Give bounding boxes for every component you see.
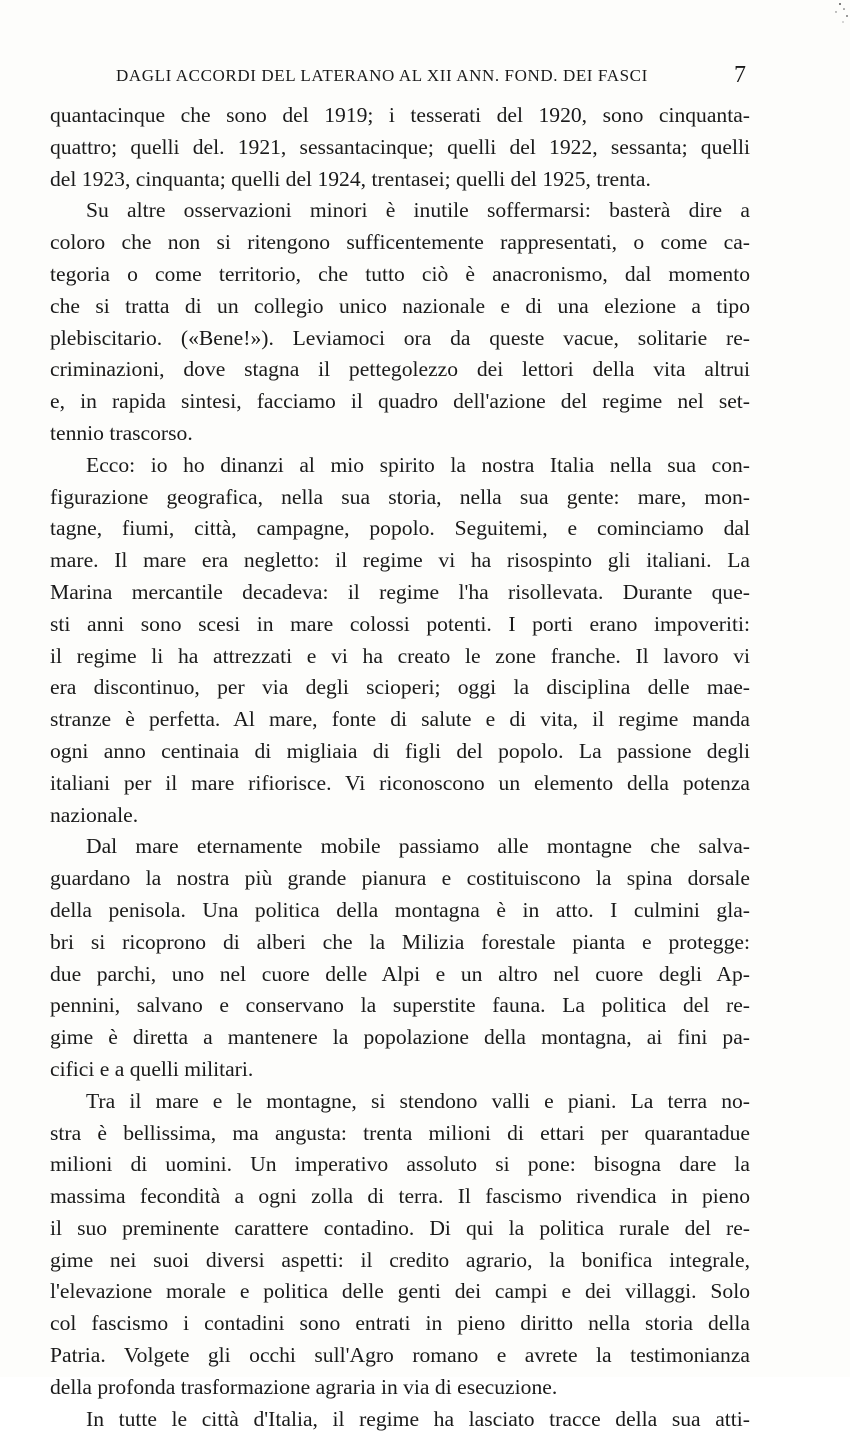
text-line: Patria. Volgete gli occhi sull'Agro romano e avrete la testimonianza xyxy=(50,1343,750,1368)
text-line: plebiscitario. («Bene!»). Leviamoci ora da queste vacue, solitarie re- xyxy=(50,325,750,350)
text-line: della penisola. Una politica della montagna è in atto. I culmini gla- xyxy=(50,897,750,922)
text-line: cifici e a quelli militari. xyxy=(50,1056,254,1081)
text-line: Dal mare eternamente mobile passiamo alle montagne che salva- xyxy=(86,834,750,859)
text-line: massima fecondità a ogni zolla di terra. Il fascismo rivendica in pieno xyxy=(50,1184,750,1209)
text-line: criminazioni, dove stagna il pettegolezzo dei lettori della vita altrui xyxy=(50,357,750,382)
running-head xyxy=(116,62,746,92)
text-line: del 1923, cinquanta; quelli del 1924, trentasei; quelli del 1925, trenta. xyxy=(50,166,651,191)
text-line: stranze è perfetta. Al mare, fonte di salute e di vita, il regime manda xyxy=(50,707,750,732)
paragraph xyxy=(50,1404,750,1435)
text-line: sti anni sono scesi in mare colossi potenti. I porti erano impoveriti: xyxy=(50,611,750,636)
text-line: milioni di uomini. Un imperativo assoluto si pone: bisogna dare la xyxy=(50,1152,750,1177)
text-line: Ecco: io ho dinanzi al mio spirito la nostra Italia nella sua con- xyxy=(86,452,750,477)
text-line: era discontinuo, per via degli scioperi; oggi la disciplina delle mae- xyxy=(50,675,750,700)
body-text xyxy=(50,100,750,1435)
running-title: DAGLI ACCORDI DEL LATERANO AL XII ANN. FOND. DEI FASCI xyxy=(116,66,648,85)
text-line: che si tratta di un collegio unico nazionale e di una elezione a tipo xyxy=(50,293,750,318)
paragraph xyxy=(50,831,750,1085)
text-line: pennini, salvano e conservano la superstite fauna. La politica del re- xyxy=(50,993,750,1018)
text-line: quantacinque che sono del 1919; i tesserati del 1920, sono cinquanta- xyxy=(50,103,750,127)
text-line: tennio trascorso. xyxy=(50,420,193,445)
paragraph xyxy=(50,450,750,832)
text-line: il regime li ha attrezzati e vi ha creato le zone franche. Il lavoro vi xyxy=(50,643,750,668)
text-line: della profonda trasformazione agraria in via di esecuzione. xyxy=(50,1374,558,1399)
text-line: coloro che non si ritengono sufficentemente rappresentati, o come ca- xyxy=(50,230,750,255)
text-line: guardano la nostra più grande pianura e costituiscono la spina dorsale xyxy=(50,866,750,891)
paragraph xyxy=(50,195,750,449)
text-line: tegoria o come territorio, che tutto ciò è anacronismo, dal momento xyxy=(50,261,750,286)
text-line: gime nei suoi diversi aspetti: il credito agrario, la bonifica integrale, xyxy=(50,1247,750,1272)
text-line: due parchi, uno nel cuore delle Alpi e un altro nel cuore degli Ap- xyxy=(50,961,750,986)
text-line: ogni anno centinaia di migliaia di figli del popolo. La passione degli xyxy=(50,738,750,763)
text-line: mare. Il mare era negletto: il regime vi ha risospinto gli italiani. La xyxy=(50,548,750,573)
text-line: tagne, fiumi, città, campagne, popolo. Seguitemi, e cominciamo dal xyxy=(50,516,750,541)
text-line: Tra il mare e le montagne, si stendono valli e piani. La terra no- xyxy=(86,1088,750,1113)
paragraph xyxy=(50,100,750,195)
text-line: e, in rapida sintesi, facciamo il quadro dell'azione del regime nel set- xyxy=(50,389,750,414)
text-line: l'elevazione morale e politica delle genti dei campi e dei villaggi. Solo xyxy=(50,1279,750,1304)
text-line: stra è bellissima, ma angusta: trenta milioni di ettari per quarantadue xyxy=(50,1120,750,1145)
paragraph xyxy=(50,1086,750,1404)
scan-speck-marks xyxy=(810,0,850,40)
text-line: gime è diretta a mantenere la popolazione della montagna, ai fini pa- xyxy=(50,1025,750,1050)
text-line: quattro; quelli del. 1921, sessantacinque; quelli del 1922, sessanta; quelli xyxy=(50,134,750,159)
text-line: Marina mercantile decadeva: il regime l'ha risollevata. Durante que- xyxy=(50,579,750,604)
text-line: figurazione geografica, nella sua storia, nella sua gente: mare, mon- xyxy=(50,484,750,509)
text-line: bri si ricoprono di alberi che la Milizia forestale pianta e protegge: xyxy=(50,929,750,954)
text-line: col fascismo i contadini sono entrati in pieno diritto nella storia della xyxy=(50,1311,750,1336)
text-line: italiani per il mare rifiorisce. Vi riconoscono un elemento della potenza xyxy=(50,770,750,795)
text-line: In tutte le città d'Italia, il regime ha lasciato tracce della sua atti- xyxy=(86,1406,750,1431)
text-line: nazionale. xyxy=(50,802,139,827)
text-line: Su altre osservazioni minori è inutile soffermarsi: basterà dire a xyxy=(86,198,750,223)
text-line: il suo preminente carattere contadino. Di qui la politica rurale del re- xyxy=(50,1215,750,1240)
page-number: 7 xyxy=(734,62,746,88)
